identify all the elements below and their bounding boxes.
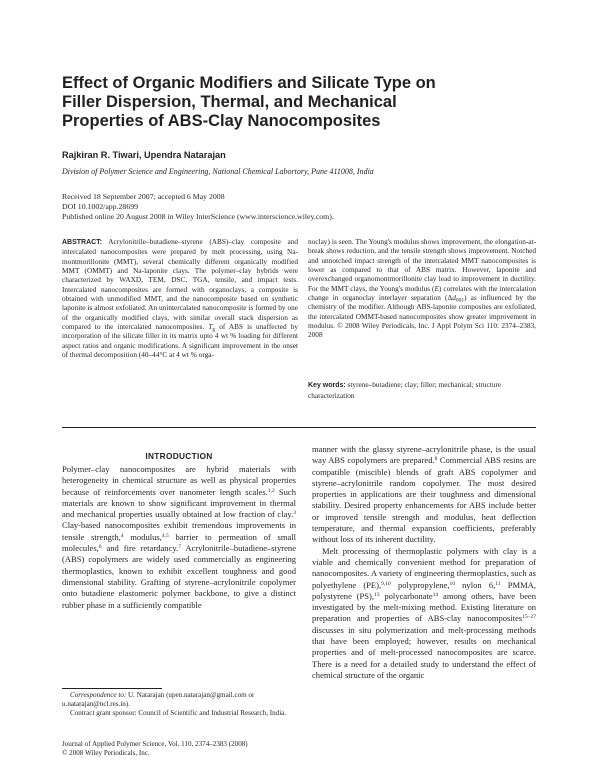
keywords xyxy=(308,380,536,400)
journal-reference: Journal of Applied Polymer Science, Vol. 110, 2374–2383 (2008) xyxy=(62,740,248,748)
citation: 3 xyxy=(293,510,296,516)
citation: 15–27 xyxy=(522,614,536,621)
citation: 7 xyxy=(178,543,181,550)
doi: DOI 10.1002/app.28699 xyxy=(62,202,139,212)
abstract-text: ABSTRACT: Acrylonitrile–butadiene–styrene (ABS)–clay composite and intercalated nanocomposites were prepared by melt processing, using Na-montmorillonite (MMT), several chemically different organically modified MMT (OMMT) and Na-laponite clays. The polymer–clay hybrids were characterized by WAXD, TEM, DSC, TGA, tensile, and impact tests. Intercalated nanocomposites are formed with organoclays, a composite is obtained with unmodified MMT, and the nanocomposite based on synthetic laponite is almost exfoliated. An unintercalated nanocomposite is formed by one of the organically modified clays, with similar overall stack dispersion as compared to the intercalated nanocomposites. $T_g$ of ABS is unaffected by incorporation of the silicate filler in its matrix upto 4 wt % loading for different aspect ratios and organic modifications. A significant improvement in the onset of thermal decomposition (40–44°C at 4 wt % orga- xyxy=(62,237,298,360)
publication-history xyxy=(62,192,542,223)
received-dates: Received 18 September 2007; accepted 6 May 2008 xyxy=(62,192,225,201)
affiliation: Division of Polymer Science and Engineering, National Chemical Labortory, Pune 411008, India xyxy=(62,167,374,176)
abstract-divider xyxy=(62,427,536,428)
citation: 10 xyxy=(449,580,455,587)
body-paragraph: manner with the glassy styrene–acrylonitrile phase, is the usual way ABS copolymers are prepared.$^8$ Commercial ABS resins are compatible (miscible) blends of graft ABS copolymer and styrene–acrylonitrile random copolymer. The most desired properties in applications are their toughness and dimensional stability. Desired property enhancements for ABS include better or improved tensile strength and modulus, heat deflection temperature, and thermal expansion coefficients, preferably without loss of its inherent ductility. xyxy=(312,444,537,545)
body-left-column xyxy=(62,464,296,611)
copyright-notice: © 2008 Wiley Periodicals, Inc. xyxy=(62,749,150,758)
title-line: Properties of ABS-Clay Nanocomposites xyxy=(62,112,381,130)
abstract-left-column xyxy=(62,237,298,359)
keywords-text: styrene–butadiene; clay; filler; mechanical; structure characterization xyxy=(308,380,502,400)
abstract-right-column xyxy=(308,237,536,340)
citation: 6 xyxy=(98,543,102,550)
abstract-label: ABSTRACT: xyxy=(62,239,103,246)
footnotes xyxy=(62,691,296,718)
keywords-label: Key words: xyxy=(308,382,346,389)
citation: 4,5 xyxy=(161,532,169,539)
citation: 13 xyxy=(374,591,380,598)
title-line: Effect of Organic Modifiers and Silicate Type on xyxy=(62,74,436,92)
body-paragraph: Polymer–clay nanocomposites are hybrid materials with heterogeneity in chemical structure as well as physical properties because of reinforcements over nanometer length scales.$^{1,2}$ Such materials are known to show significant improvement in thermal and mechanical properties usually obtained at low fraction of clay.$^3$ Clay-based nanocomposites exhibit tremendous improvements in tensile strength,$^4$ modulus,$^{4,5}$ barrier to permeation of small molecules,$^6$ and fire retardancy.$^7$ Acrylonitrile–butadiene–styrene (ABS) copolymers are widely used commercially as engineering thermoplastics, known to exhibit excellent toughness and good dimensional stability. Grafting of styrene–acrylonitrile copolymer onto butadiene elastomeric polymer backbone, to give a distinct rubber phase in a sufficiently compatible xyxy=(62,464,297,610)
author-list: Rajkiran R. Tiwari, Upendra Natarajan xyxy=(62,150,226,160)
citation: 8 xyxy=(434,456,438,463)
title-line: Filler Dispersion, Thermal, and Mechanical xyxy=(62,93,397,111)
footnote-divider xyxy=(62,688,162,689)
journal-citation xyxy=(62,740,296,759)
citation: 14 xyxy=(432,591,439,598)
correspondence-note: Correspondence to: U. Natarajan (upen.natarajan@gmail.com or u.natarajan@ncl.res.in). xyxy=(62,691,255,708)
published-online: Published online 20 August 2008 in Wiley InterScience (www.interscience.wiley.com). xyxy=(62,212,334,222)
article-title xyxy=(62,74,532,131)
citation: 11 xyxy=(495,580,501,587)
grant-note: Contract grant sponsor: Council of Scientific and Industrial Research, India. xyxy=(70,709,287,717)
abstract-text-continued: noclay) is seen. The Young's modulus shows improvement, the elongation-at-break shows reduction, and the tensile strength shows improvement. Notched and unnotched impact strength of the intercalated MMT nanocomposites is lower as compared to that of ABS matrix. However, laponite and overexchanged organomontmorillonite clay lead to improvement in ductility. For the MMT clays, the Young's modulus (E) correlates with the intercalation change in organoclay interlayer separation $(\Delta d_{001})$ as influenced by the chemistry of the modifier. Although ABS-laponite composites are exfoliated, the intercalated OMMT-based nanocomposites show greater improvement in modulus. © 2008 Wiley Periodicals, Inc. J Appl Polym Sci 110: 2374–2383, 2008 xyxy=(308,237,537,340)
citation: 4 xyxy=(120,532,124,539)
body-right-column xyxy=(312,444,536,681)
citation: 1,2 xyxy=(267,487,275,494)
body-paragraph: Melt processing of thermoplastic polymers with clay is a viable and chemically convenient method for preparation of nanocomposites. A variety of engineering thermoplastics, such as polyethylene (PE),$^{9,10}$ polypropylene,$^{10}$ nylon 6,11 PMMA, polystyrene (PS),$^{13}$ polycarbonate$^{14}$ among others, have been investigated by the melt-mixing method. Existing literature on preparation and properties of ABS-clay nanocomposites$^{15-27}$ discusses in situ polymerization and melt-processing methods that have been employed; however, results on mechanical properties and of melt-processed nanocomposites are scarce. There is a need for a detailed study to understand the effect of chemical structure of the organic xyxy=(312,545,536,680)
citation: 9,10 xyxy=(381,580,391,587)
section-heading-introduction: INTRODUCTION xyxy=(145,451,213,461)
